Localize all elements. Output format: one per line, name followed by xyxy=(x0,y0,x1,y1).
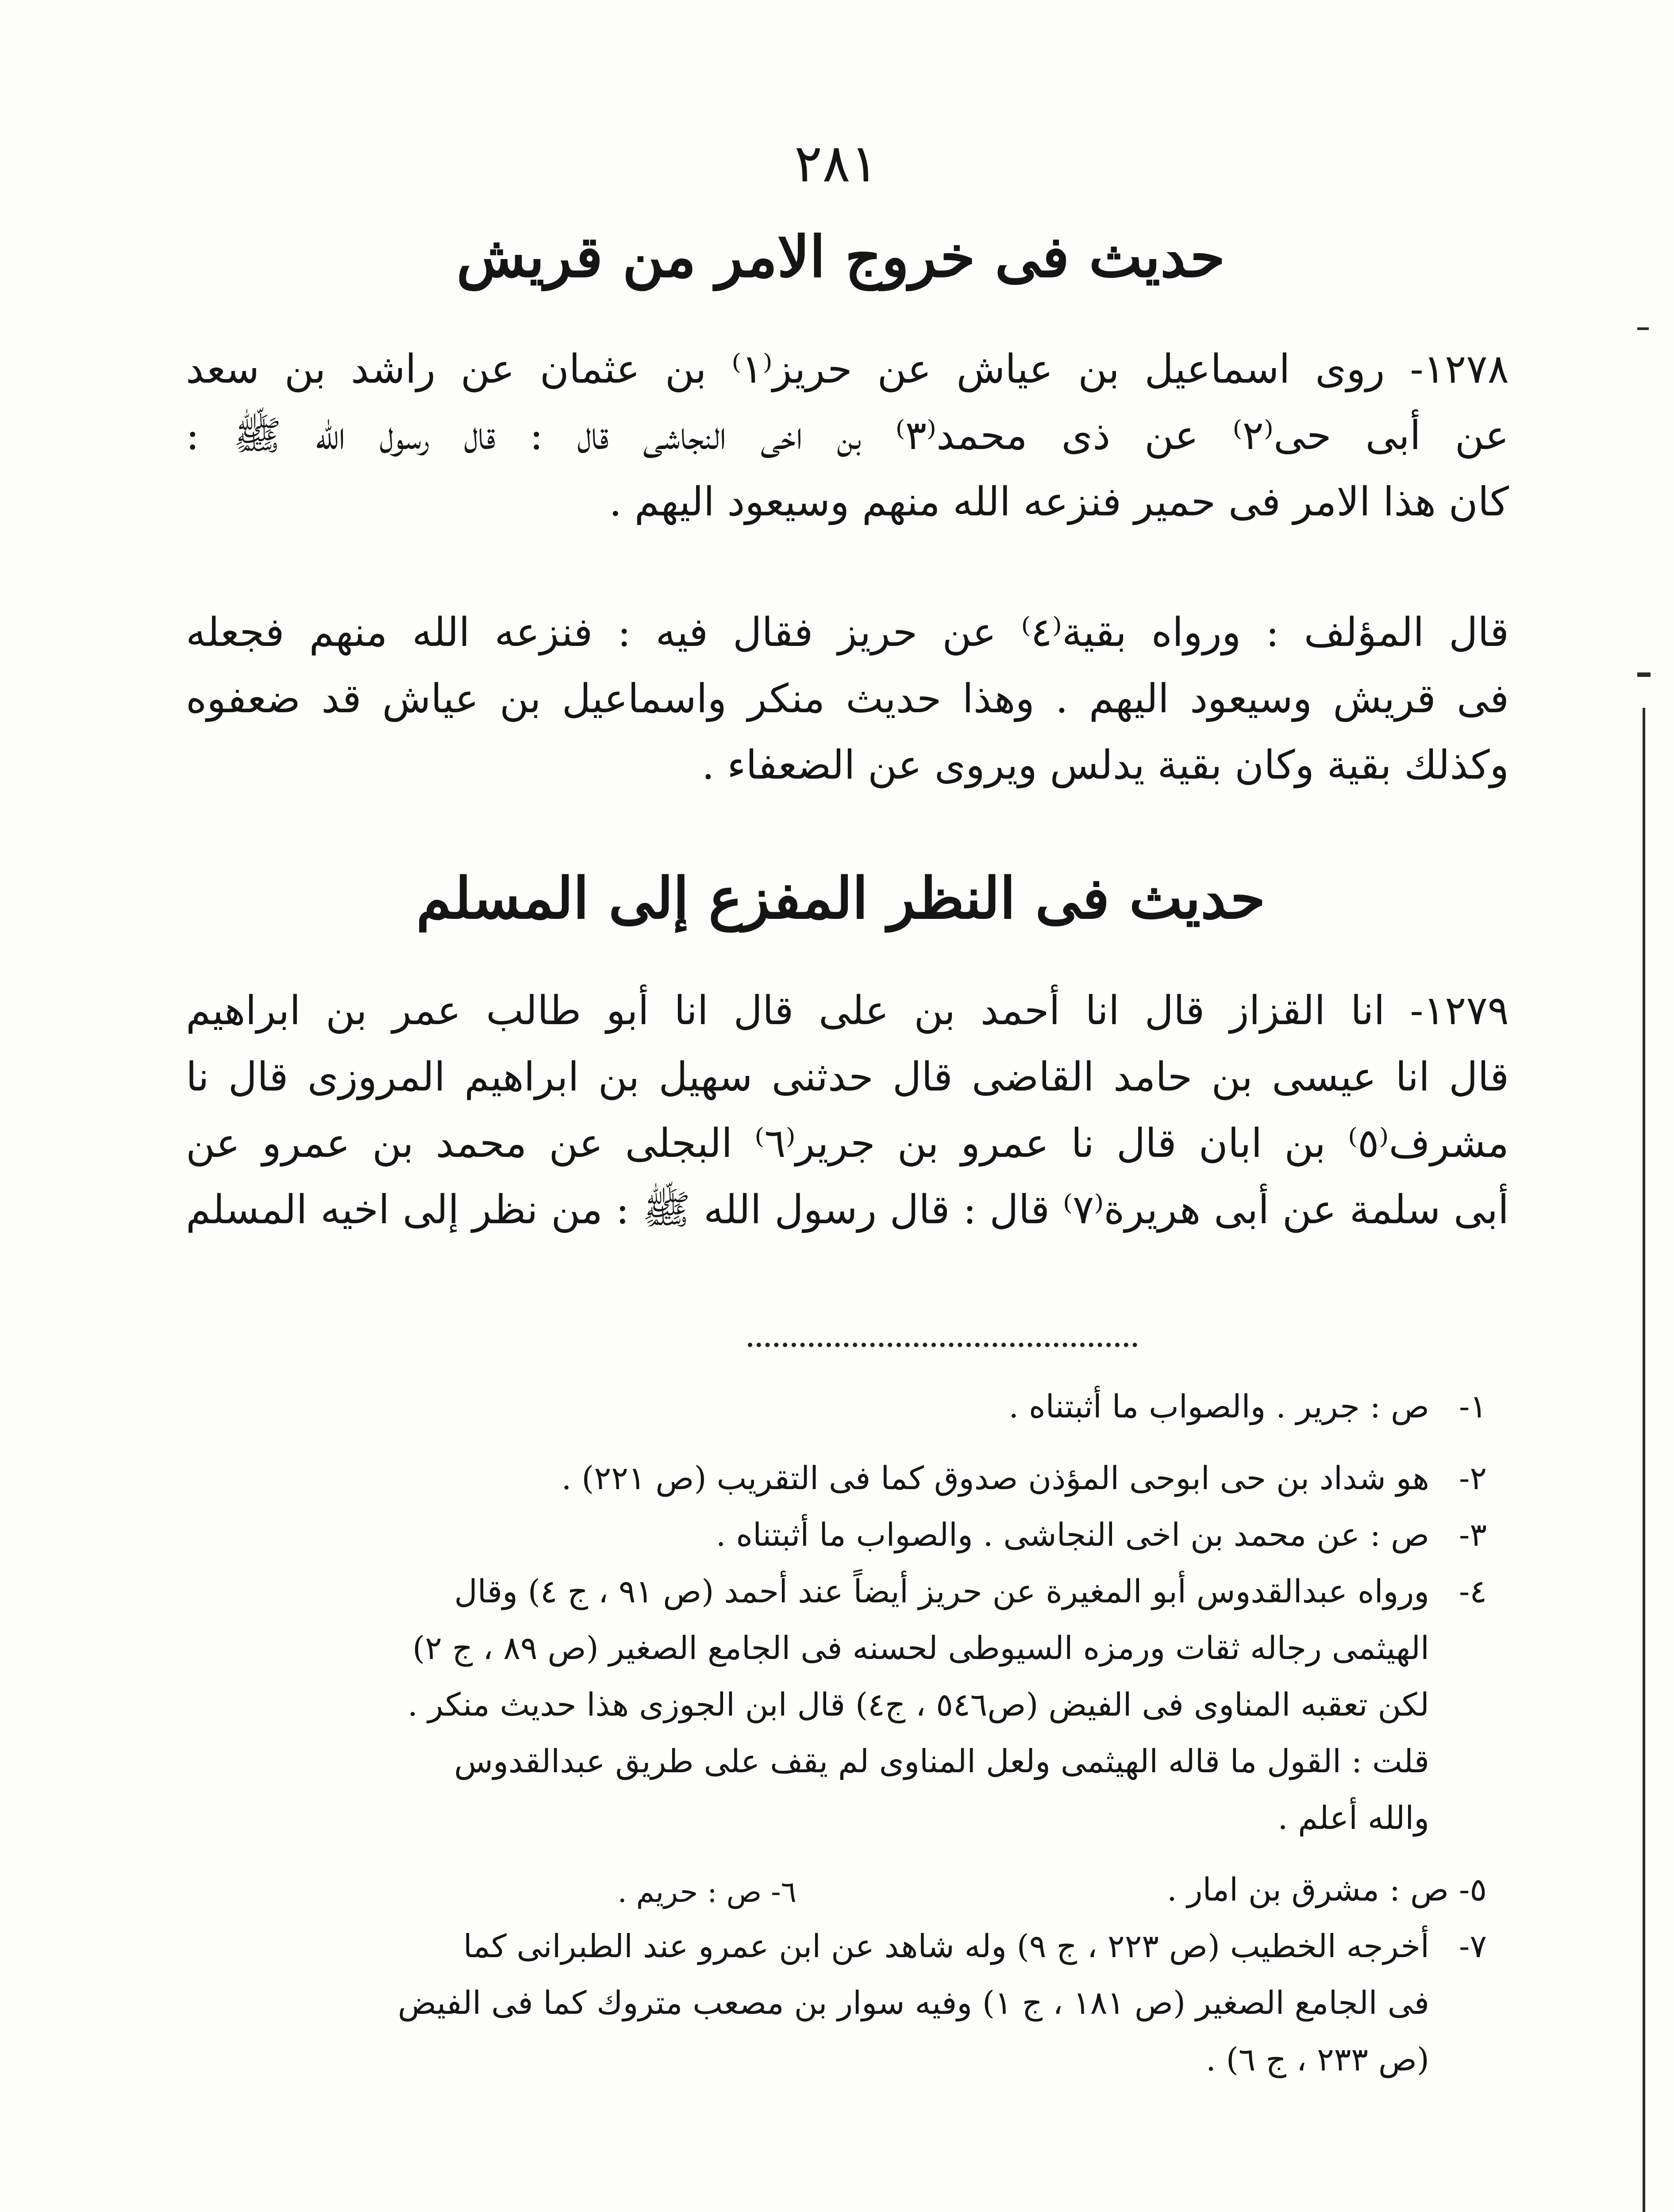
footnote-line: لكن تعقبه المناوى فى الفيض (ص٥٤٦ ، ج٤) قال ابن الجوزى هذا حديث منكر . xyxy=(408,1686,1429,1723)
section-heading-1: حديث فى خروج الامر من قريش xyxy=(456,224,1225,290)
footnote-line: قلت : القول ما قاله الهيثمى ولعل المناوى لم يقف على طريق عبدالقدوس xyxy=(454,1743,1429,1780)
text-line: أبى سلمة عن أبى هريرة⁽٧⁾ قال : قال رسول الله ﷺ : من نظر إلى اخيه المسلم xyxy=(186,1187,1509,1233)
page-number: ٢٨١ xyxy=(794,133,879,194)
footnotes xyxy=(212,1378,1487,2088)
footnote-line: ورواه عبدالقدوس أبو المغيرة عن حريز أيضاً عند أحمد (ص ٩١ ، ج ٤) وقال xyxy=(454,1573,1429,1610)
footnote-3 xyxy=(212,1506,1487,1563)
hadith-1279 xyxy=(186,978,1509,1243)
footnote-2 xyxy=(212,1450,1487,1506)
footnote-line: والله أعلم . xyxy=(1278,1799,1429,1836)
margin-tick xyxy=(1637,327,1649,330)
text-line: ١٢٧٨- روى اسماعيل بن عياش عن حريز⁽١⁾ بن عثمان عن راشد بن سعد xyxy=(186,346,1509,392)
footnote-line: ص : حريم . xyxy=(617,1875,762,1909)
footnote-number: ٧- xyxy=(1459,1928,1487,1965)
footnote-number: ٤- xyxy=(1459,1573,1487,1610)
text-line: عن أبى حى⁽٢⁾ عن ذى محمد⁽٣⁾ بن اخى النجاشى قال : قال رسول الله ﷺ : xyxy=(186,412,1509,459)
margin-tick xyxy=(1637,672,1651,677)
text-line: قال انا عيسى بن حامد القاضى قال حدثنى سهيل بن ابراهيم المروزى قال نا xyxy=(186,1054,1509,1100)
footnote-line: أخرجه الخطيب (ص ٢٢٣ ، ج ٩) وله شاهد عن ابن عمرو عند الطبرانى كما xyxy=(463,1928,1429,1965)
text-line: ١٢٧٩- انا القزاز قال انا أحمد بن على قال انا أبو طالب عمر بن ابراهيم xyxy=(186,987,1509,1034)
text-line: كان هذا الامر فى حمير فنزعه الله منهم وسيعود اليهم . xyxy=(609,479,1509,525)
binding-edge-line xyxy=(1643,708,1645,2212)
text-line: وكذلك بقية وكان بقية يدلس ويروى عن الضعفاء . xyxy=(702,742,1509,788)
footnote-number: ٢- xyxy=(1459,1459,1487,1497)
footnote-5 xyxy=(1167,1861,1487,1918)
footnote-line: ص : جرير . والصواب ما أثبتناه . xyxy=(1008,1388,1429,1425)
section-heading-2: حديث فى النظر المفزع إلى المسلم xyxy=(416,865,1266,932)
footnotes-5-6 xyxy=(212,1861,1487,1918)
footnote-number: ١- xyxy=(1459,1388,1487,1425)
text-line: قال المؤلف : ورواه بقية⁽٤⁾ عن حريز فقال فيه : فنزعه الله منهم فجعله xyxy=(186,609,1509,656)
footnote-number: ٣- xyxy=(1459,1516,1487,1553)
footnote-1 xyxy=(212,1378,1487,1435)
footnote-line: الهيثمى رجاله ثقات ورمزه السيوطى لحسنه فى الجامع الصغير (ص ٨٩ ، ج ٢) xyxy=(412,1629,1429,1667)
author-commentary xyxy=(186,599,1509,799)
footnote-number: ٥- xyxy=(1459,1871,1487,1908)
footnote-line: فى الجامع الصغير (ص ١٨١ ، ج ١) وفيه سوار بن مصعب متروك كما فى الفيض xyxy=(398,1984,1429,2021)
footnote-line: ص : عن محمد بن اخى النجاشى . والصواب ما أثبتناه . xyxy=(716,1516,1429,1553)
footnote-line: (ص ٢٣٣ ، ج ٦) . xyxy=(1206,2041,1429,2078)
footnote-4 xyxy=(212,1563,1487,1846)
footnote-number: ٦- xyxy=(771,1875,797,1909)
footnote-line: ص : مشرق بن امار . xyxy=(1166,1871,1449,1908)
footnote-7 xyxy=(212,1918,1487,2088)
footnote-6 xyxy=(618,1864,797,1920)
footnote-line: هو شداد بن حى ابوحى المؤذن صدوق كما فى التقريب (ص ٢٢١) . xyxy=(561,1459,1429,1497)
text-line: فى قريش وسيعود اليهم . وهذا حديث منكر واسماعيل بن عياش قد ضعفوه xyxy=(186,676,1509,722)
text-line: مشرف⁽٥⁾ بن ابان قال نا عمرو بن جرير⁽٦⁾ البجلى عن محمد بن عمرو عن xyxy=(186,1120,1509,1167)
hadith-1278 xyxy=(186,336,1509,535)
